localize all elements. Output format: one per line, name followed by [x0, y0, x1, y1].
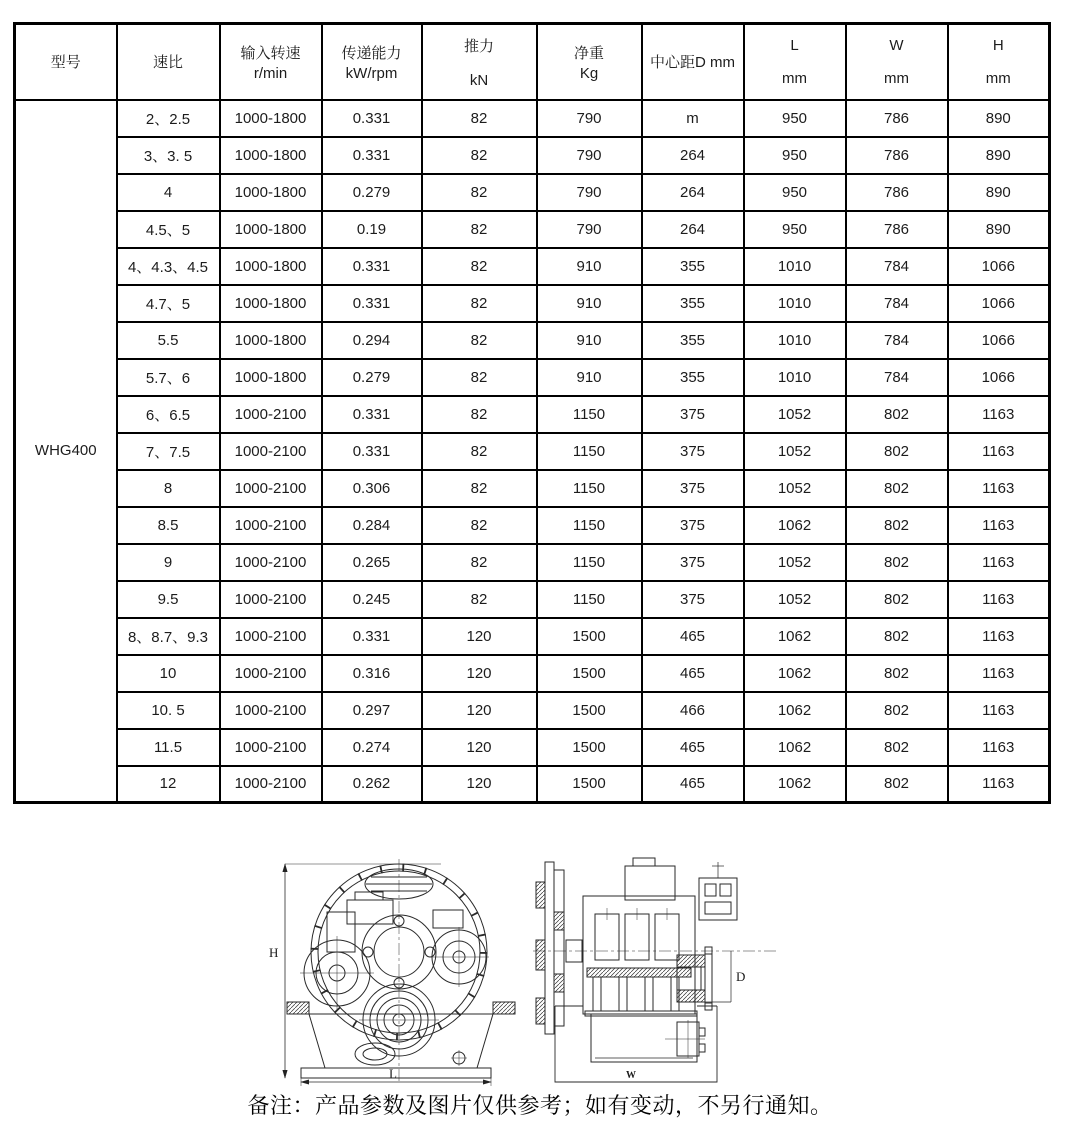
- table-cell: 1163: [948, 433, 1050, 470]
- table-cell: 1062: [744, 729, 846, 766]
- column-header: 传递能力 kW/rpm: [322, 24, 422, 100]
- table-cell: 375: [642, 470, 744, 507]
- table-cell: 0.274: [322, 729, 422, 766]
- table-cell: 910: [537, 359, 642, 396]
- table-cell: 4.7、5: [117, 285, 220, 322]
- table-row: [15, 285, 1050, 322]
- table-cell: 1062: [744, 692, 846, 729]
- table-row: [15, 766, 1050, 803]
- table-cell: 0.316: [322, 655, 422, 692]
- table-cell: 802: [846, 581, 948, 618]
- top-cover: [625, 858, 675, 900]
- table-cell: 0.331: [322, 137, 422, 174]
- column-header: 净重 Kg: [537, 24, 642, 100]
- table-row: [15, 692, 1050, 729]
- table-cell: 4: [117, 174, 220, 211]
- table-cell: 950: [744, 100, 846, 137]
- table-cell: 82: [422, 211, 537, 248]
- table-cell: 784: [846, 359, 948, 396]
- table-cell: 1163: [948, 507, 1050, 544]
- table-cell: 790: [537, 211, 642, 248]
- table-cell: 1163: [948, 692, 1050, 729]
- table-cell: 802: [846, 507, 948, 544]
- dim-label-d: D: [736, 969, 746, 984]
- table-row: [15, 507, 1050, 544]
- table-cell: 802: [846, 618, 948, 655]
- mount-flange-left: [287, 1002, 309, 1014]
- table-cell: 1000-1800: [220, 248, 322, 285]
- mount-flange-right: [493, 1002, 515, 1014]
- table-cell: 1000-1800: [220, 174, 322, 211]
- table-cell: 1000-2100: [220, 729, 322, 766]
- table-cell: 1000-1800: [220, 100, 322, 137]
- gearbox-front-view-drawing: [263, 856, 527, 1090]
- table-cell: 1150: [537, 470, 642, 507]
- table-cell: 1000-1800: [220, 285, 322, 322]
- table-cell: 802: [846, 729, 948, 766]
- table-cell: 1500: [537, 729, 642, 766]
- table-cell: 1052: [744, 581, 846, 618]
- table-cell: 1052: [744, 544, 846, 581]
- table-cell: 8.5: [117, 507, 220, 544]
- table-cell: 120: [422, 618, 537, 655]
- table-row: [15, 618, 1050, 655]
- table-cell: 2、2.5: [117, 100, 220, 137]
- footer-note: 备注：产品参数及图片仅供参考；如有变动，不另行通知。: [247, 1093, 833, 1118]
- column-header: 型号: [15, 24, 117, 100]
- table-cell: 466: [642, 692, 744, 729]
- oil-sump: [591, 1014, 705, 1062]
- table-cell: 82: [422, 322, 537, 359]
- table-cell: 82: [422, 137, 537, 174]
- table-cell: 786: [846, 174, 948, 211]
- table-cell: 0.279: [322, 174, 422, 211]
- table-cell: 0.306: [322, 470, 422, 507]
- table-cell: 0.331: [322, 100, 422, 137]
- table-header-row: [15, 24, 1050, 100]
- table-cell: 120: [422, 655, 537, 692]
- table-cell: 355: [642, 285, 744, 322]
- table-cell: 1052: [744, 396, 846, 433]
- table-cell: 950: [744, 211, 846, 248]
- table-cell: 7、7.5: [117, 433, 220, 470]
- table-cell: 355: [642, 248, 744, 285]
- table-cell: 1000-2100: [220, 692, 322, 729]
- table-cell: 8、8.7、9.3: [117, 618, 220, 655]
- table-row: [15, 137, 1050, 174]
- table-cell: 1150: [537, 396, 642, 433]
- table-cell: 1010: [744, 248, 846, 285]
- table-cell: 82: [422, 544, 537, 581]
- table-cell: 1000-1800: [220, 322, 322, 359]
- table-cell: 802: [846, 396, 948, 433]
- table-cell: 465: [642, 618, 744, 655]
- table-cell: 802: [846, 433, 948, 470]
- table-cell: 1000-2100: [220, 618, 322, 655]
- table-cell: 1062: [744, 655, 846, 692]
- table-row: [15, 729, 1050, 766]
- table-cell: 0.284: [322, 507, 422, 544]
- table-cell: 1066: [948, 359, 1050, 396]
- table-cell: 264: [642, 211, 744, 248]
- table-cell: 0.331: [322, 248, 422, 285]
- table-cell: 4.5、5: [117, 211, 220, 248]
- table-cell: 82: [422, 248, 537, 285]
- table-cell: 11.5: [117, 729, 220, 766]
- table-cell: 890: [948, 211, 1050, 248]
- column-header: L mm: [744, 24, 846, 100]
- table-cell: 1163: [948, 618, 1050, 655]
- table-cell: 10: [117, 655, 220, 692]
- column-header: 推力 kN: [422, 24, 537, 100]
- table-row: [15, 581, 1050, 618]
- table-cell: 1066: [948, 248, 1050, 285]
- table-cell: 375: [642, 507, 744, 544]
- table-cell: 1000-2100: [220, 544, 322, 581]
- table-cell: 1500: [537, 618, 642, 655]
- table-cell: 0.294: [322, 322, 422, 359]
- table-cell: 784: [846, 285, 948, 322]
- table-cell: 9.5: [117, 581, 220, 618]
- table-cell: 790: [537, 100, 642, 137]
- table-row: [15, 396, 1050, 433]
- table-cell: 1150: [537, 581, 642, 618]
- table-cell: 1000-2100: [220, 433, 322, 470]
- table-row: [15, 655, 1050, 692]
- gearbox-side-view-drawing: [531, 856, 783, 1090]
- table-cell: 1066: [948, 285, 1050, 322]
- table-cell: 1010: [744, 359, 846, 396]
- table-cell: 375: [642, 396, 744, 433]
- spec-table: [13, 22, 1051, 804]
- table-cell: m: [642, 100, 744, 137]
- table-cell: 802: [846, 766, 948, 803]
- table-cell: 465: [642, 655, 744, 692]
- table-cell: 82: [422, 359, 537, 396]
- foundation-outline: [555, 1006, 717, 1082]
- table-cell: 1150: [537, 433, 642, 470]
- table-row: [15, 544, 1050, 581]
- table-cell: 1163: [948, 470, 1050, 507]
- table-cell: 910: [537, 285, 642, 322]
- table-cell: 802: [846, 655, 948, 692]
- table-cell: 802: [846, 544, 948, 581]
- model-cell: WHG400: [15, 100, 117, 803]
- vent-cover: [365, 869, 433, 899]
- column-header: 输入转速 r/min: [220, 24, 322, 100]
- table-cell: 82: [422, 433, 537, 470]
- table-cell: 790: [537, 174, 642, 211]
- table-cell: 910: [537, 248, 642, 285]
- table-row: [15, 322, 1050, 359]
- table-cell: 910: [537, 322, 642, 359]
- bed: [301, 1014, 493, 1078]
- table-cell: 1000-1800: [220, 359, 322, 396]
- table-cell: 355: [642, 322, 744, 359]
- table-cell: 9: [117, 544, 220, 581]
- table-cell: 1163: [948, 729, 1050, 766]
- table-cell: 1163: [948, 396, 1050, 433]
- table-row: [15, 248, 1050, 285]
- table-row: [15, 433, 1050, 470]
- table-cell: 0.331: [322, 285, 422, 322]
- table-cell: 0.279: [322, 359, 422, 396]
- table-cell: 1500: [537, 655, 642, 692]
- table-cell: 8: [117, 470, 220, 507]
- table-cell: 1000-2100: [220, 766, 322, 803]
- table-cell: 1000-2100: [220, 396, 322, 433]
- dim-label-l: L: [389, 1066, 397, 1081]
- table-cell: 950: [744, 137, 846, 174]
- table-cell: 1000-2100: [220, 655, 322, 692]
- table-cell: 1052: [744, 470, 846, 507]
- table-cell: 82: [422, 470, 537, 507]
- table-cell: 786: [846, 100, 948, 137]
- table-cell: 0.245: [322, 581, 422, 618]
- table-cell: 0.262: [322, 766, 422, 803]
- table-cell: 120: [422, 692, 537, 729]
- table-cell: 890: [948, 100, 1050, 137]
- table-cell: 890: [948, 174, 1050, 211]
- table-cell: 465: [642, 729, 744, 766]
- table-cell: 890: [948, 137, 1050, 174]
- table-cell: 1500: [537, 692, 642, 729]
- table-cell: 0.19: [322, 211, 422, 248]
- table-cell: 82: [422, 174, 537, 211]
- table-cell: 375: [642, 581, 744, 618]
- table-cell: 375: [642, 433, 744, 470]
- table-cell: 1163: [948, 544, 1050, 581]
- table-cell: 0.265: [322, 544, 422, 581]
- table-cell: 0.331: [322, 433, 422, 470]
- table-cell: 1010: [744, 322, 846, 359]
- table-cell: 120: [422, 766, 537, 803]
- table-cell: 12: [117, 766, 220, 803]
- table-cell: 0.331: [322, 618, 422, 655]
- table-cell: 264: [642, 174, 744, 211]
- table-cell: 465: [642, 766, 744, 803]
- table-cell: 6、6.5: [117, 396, 220, 433]
- table-row: [15, 174, 1050, 211]
- table-cell: 120: [422, 729, 537, 766]
- table-cell: 82: [422, 285, 537, 322]
- table-cell: 5.5: [117, 322, 220, 359]
- column-header: 中心距D mm: [642, 24, 744, 100]
- table-cell: 1500: [537, 766, 642, 803]
- table-cell: 1150: [537, 544, 642, 581]
- table-cell: 375: [642, 544, 744, 581]
- table-cell: 802: [846, 470, 948, 507]
- table-row: [15, 211, 1050, 248]
- table-cell: 3、3. 5: [117, 137, 220, 174]
- table-cell: 1000-2100: [220, 507, 322, 544]
- table-cell: 1000-1800: [220, 211, 322, 248]
- table-cell: 784: [846, 248, 948, 285]
- table-cell: 1062: [744, 766, 846, 803]
- table-cell: 1000-2100: [220, 470, 322, 507]
- table-cell: 786: [846, 137, 948, 174]
- table-cell: 4、4.3、4.5: [117, 248, 220, 285]
- column-header: W mm: [846, 24, 948, 100]
- table-cell: 82: [422, 507, 537, 544]
- table-cell: 784: [846, 322, 948, 359]
- table-cell: 1163: [948, 766, 1050, 803]
- table-cell: 790: [537, 137, 642, 174]
- dim-label-w: W: [626, 1070, 636, 1081]
- table-cell: 10. 5: [117, 692, 220, 729]
- table-cell: 82: [422, 396, 537, 433]
- table-cell: 950: [744, 174, 846, 211]
- table-cell: 1000-2100: [220, 581, 322, 618]
- table-cell: 1066: [948, 322, 1050, 359]
- table-cell: 786: [846, 211, 948, 248]
- flywheel: [536, 862, 582, 1034]
- table-cell: 1150: [537, 507, 642, 544]
- table-cell: 1163: [948, 581, 1050, 618]
- table-cell: 1163: [948, 655, 1050, 692]
- table-cell: 0.331: [322, 396, 422, 433]
- dim-label-h: H: [269, 945, 279, 960]
- table-cell: 1062: [744, 507, 846, 544]
- table-cell: 0.297: [322, 692, 422, 729]
- table-body: [15, 100, 1050, 803]
- table-cell: 1000-1800: [220, 137, 322, 174]
- table-cell: 1010: [744, 285, 846, 322]
- table-cell: 82: [422, 100, 537, 137]
- table-row: [15, 359, 1050, 396]
- table-cell: 82: [422, 581, 537, 618]
- table-cell: 264: [642, 137, 744, 174]
- table-cell: 802: [846, 692, 948, 729]
- column-header: H mm: [948, 24, 1050, 100]
- table-cell: 1062: [744, 618, 846, 655]
- table-cell: 355: [642, 359, 744, 396]
- column-header: 速比: [117, 24, 220, 100]
- table-row: [15, 470, 1050, 507]
- table-row: [15, 100, 1050, 137]
- table-cell: 1052: [744, 433, 846, 470]
- table-cell: 5.7、6: [117, 359, 220, 396]
- control-unit: [699, 862, 737, 920]
